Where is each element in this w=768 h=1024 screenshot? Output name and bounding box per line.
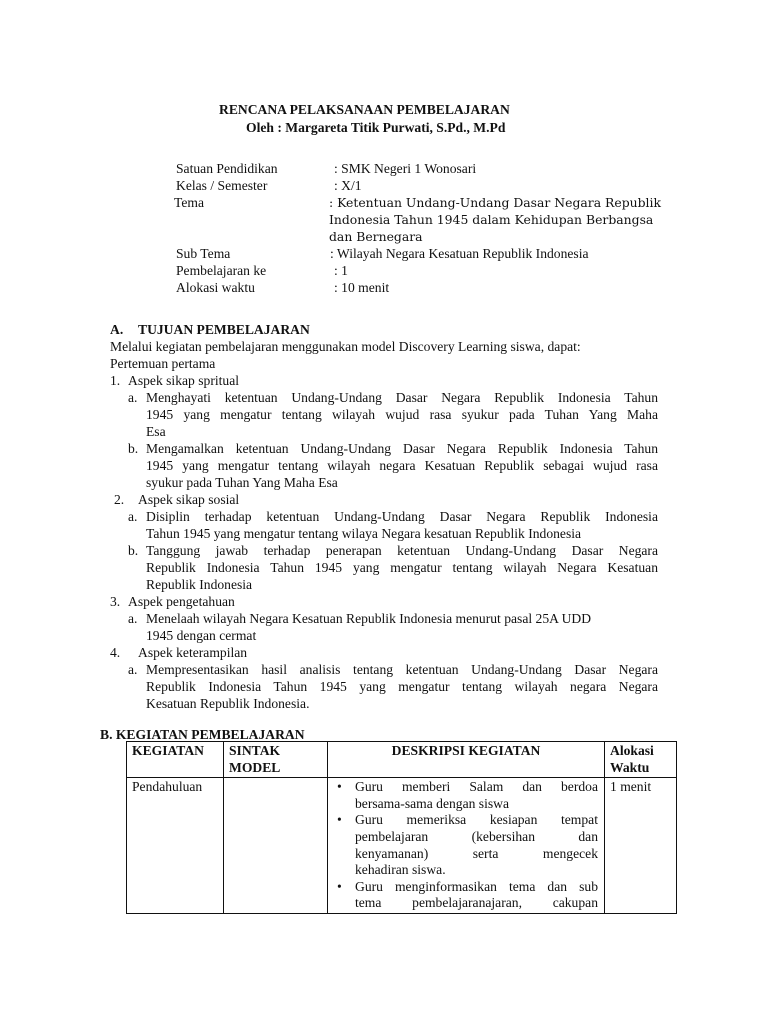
header-deskripsi: DESKRIPSI KEGIATAN xyxy=(328,742,605,778)
list-item: • Guru memberi Salam dan berdoa bersama-sama dengan siswa xyxy=(337,779,598,811)
aspect-2b-line-1: Tanggung jawab terhadap penerapan ketentuan Undang-Undang Dasar Negara xyxy=(146,543,658,558)
aspect-3-title: Aspek pengetahuan xyxy=(128,594,235,609)
cell-kegiatan: Pendahuluan xyxy=(127,778,224,914)
aspect-4a-mark: a. xyxy=(128,662,138,677)
document-author: Oleh : Margareta Titik Purwati, S.Pd., M.Pd xyxy=(246,120,506,135)
bullet-icon: • xyxy=(337,779,342,795)
aspect-1a-line-2: 1945 yang mengatur tentang wilayah wujud rasa syukur pada Tuhan Yang Maha xyxy=(146,407,658,422)
value-tema-line-1: : Ketentuan Undang-Undang Dasar Negara Republik xyxy=(329,195,661,210)
document-title: RENCANA PELAKSANAAN PEMBELAJARAN xyxy=(219,102,510,117)
label-kelas: Kelas / Semester xyxy=(176,178,268,193)
aspect-2b-line-3: Republik Indonesia xyxy=(146,577,253,592)
header-sintak-model: SINTAK MODEL xyxy=(224,742,328,778)
label-alokasi: Alokasi waktu xyxy=(176,280,255,295)
aspect-4a-line-2: Republik Indonesia Tahun 1945 yang mengatur tentang wilayah negara Negara xyxy=(146,679,658,694)
aspect-1-title: Aspek sikap spritual xyxy=(128,373,240,388)
aspect-2-number: 2. xyxy=(114,492,125,507)
value-kelas: : X/1 xyxy=(334,178,362,193)
value-tema-line-2: Indonesia Tahun 1945 dalam Kehidupan Berbangsa xyxy=(329,212,654,227)
aspect-3-number: 3. xyxy=(110,594,121,609)
section-b-heading: B. KEGIATAN PEMBELAJARAN xyxy=(100,727,305,742)
value-pembelajaran: : 1 xyxy=(334,263,348,278)
value-alokasi: : 10 menit xyxy=(334,280,390,295)
aspect-1-number: 1. xyxy=(110,373,121,388)
value-subtema: : Wilayah Negara Kesatuan Republik Indonesia xyxy=(330,246,589,261)
value-satuan: : SMK Negeri 1 Wonosari xyxy=(334,161,477,176)
aspect-3a-line-2: 1945 dengan cermat xyxy=(146,628,257,643)
aspect-1b-mark: b. xyxy=(128,441,139,456)
aspect-2a-mark: a. xyxy=(128,509,138,524)
header-alokasi: Alokasi Waktu xyxy=(605,742,677,778)
aspect-3a-mark: a. xyxy=(128,611,138,626)
section-a-meeting: Pertemuan pertama xyxy=(110,356,216,371)
cell-deskripsi xyxy=(328,778,605,914)
aspect-2b-mark: b. xyxy=(128,543,139,558)
aspect-1a-line-3: Esa xyxy=(146,424,166,439)
list-item: • Guru menginformasikan tema dan sub tema pembelajaranajaran, cakupan xyxy=(337,878,598,911)
aspect-2a-line-2: Tahun 1945 yang mengatur tentang wilaya Negara kesatuan Republik Indonesia xyxy=(146,526,582,541)
section-a-heading: TUJUAN PEMBELAJARAN xyxy=(138,322,310,337)
label-subtema: Sub Tema xyxy=(176,246,231,261)
aspect-4a-line-3: Kesatuan Republik Indonesia. xyxy=(146,696,310,711)
aspect-1a-line-1: Menghayati ketentuan Undang-Undang Dasar Negara Republik Indonesia Tahun xyxy=(146,390,658,405)
aspect-4-title: Aspek keterampilan xyxy=(138,645,248,660)
cell-alokasi: 1 menit xyxy=(605,778,677,914)
aspect-1b-line-2: 1945 yang mengatur tentang wilayah negara Kesatuan Republik sebagai wujud rasa xyxy=(146,458,658,473)
kegiatan-table xyxy=(126,741,677,914)
aspect-4a-line-1: Mempresentasikan hasil analisis tentang ketentuan Undang-Undang Dasar Negara xyxy=(146,662,658,677)
label-pembelajaran: Pembelajaran ke xyxy=(176,263,267,278)
table-row xyxy=(127,778,677,914)
table-header-row xyxy=(127,742,677,778)
aspect-2-title: Aspek sikap sosial xyxy=(138,492,240,507)
aspect-2a-line-1: Disiplin terhadap ketentuan Undang-Undang Dasar Negara Republik Indonesia xyxy=(146,509,658,524)
bullet-icon: • xyxy=(337,812,342,828)
aspect-1b-line-1: Mengamalkan ketentuan Undang-Undang Dasar Negara Republik Indonesia Tahun xyxy=(146,441,658,456)
section-a-intro: Melalui kegiatan pembelajaran menggunakan model Discovery Learning siswa, dapat: xyxy=(110,339,581,354)
list-item: • Guru memeriksa kesiapan tempat pembelajaran (kebersihan dan kenyamanan) serta mengecek kehadiran siswa. xyxy=(337,812,598,878)
deskripsi-list xyxy=(333,779,598,912)
aspect-1b-line-3: syukur pada Tuhan Yang Maha Esa xyxy=(146,475,338,490)
label-satuan: Satuan Pendidikan xyxy=(176,161,278,176)
aspect-4-number: 4. xyxy=(110,645,121,660)
label-tema: Tema xyxy=(174,195,204,210)
cell-sintak xyxy=(224,778,328,914)
header-kegiatan: KEGIATAN xyxy=(127,742,224,778)
bullet-icon: • xyxy=(337,878,342,894)
aspect-3a-line-1: Menelaah wilayah Negara Kesatuan Republik Indonesia menurut pasal 25A UDD xyxy=(146,611,592,626)
aspect-1a-mark: a. xyxy=(128,390,138,405)
aspect-2b-line-2: Republik Indonesia Tahun 1945 yang mengatur tentang wilayah Negara Kesatuan xyxy=(146,560,658,575)
value-tema-line-3: dan Bernegara xyxy=(329,229,423,244)
section-a-number: A. xyxy=(110,322,124,337)
